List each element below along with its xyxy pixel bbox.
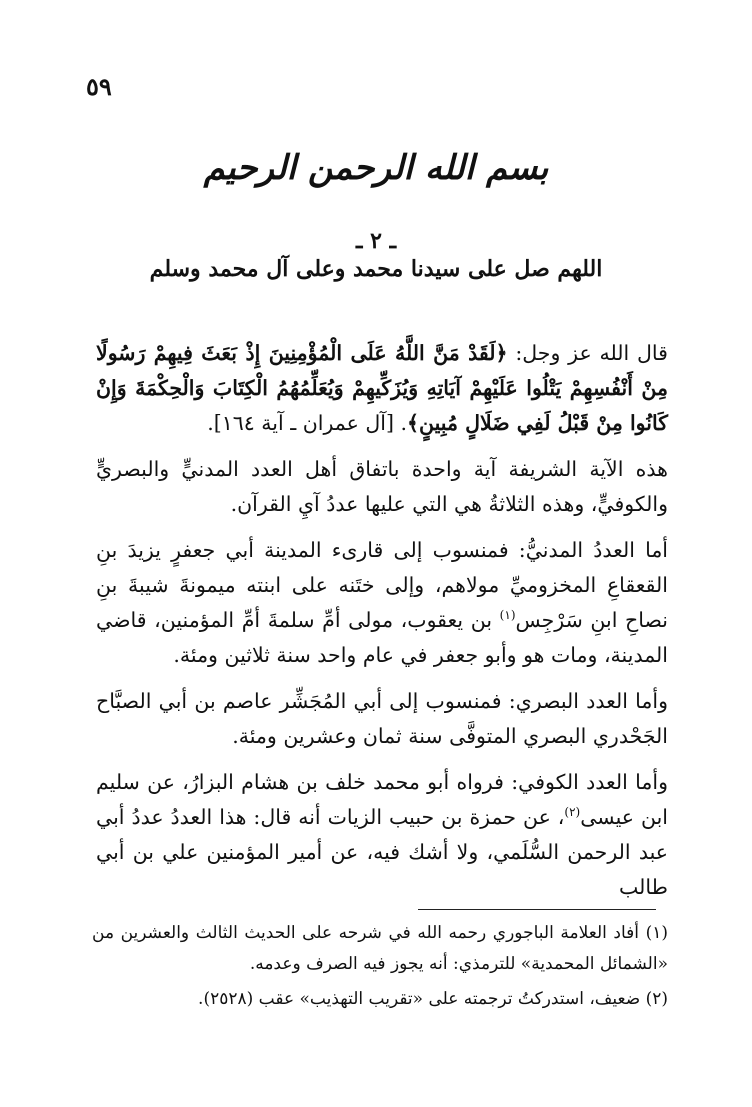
madani-text-start: أما العددُ المدنيُّ: فمنسوب إلى قارىء المدينة أبي جعفرٍ يزيدَ بنِ القعقاعِ المخزوميِّ مولاهم، وإلى ختَنه على ابنته ميمونةَ شيبةَ بنِ نصاحِ ابنِ سَرْجِس (96, 538, 668, 632)
footnote-1: (١) أفاد العلامة الباجوري رحمه الله في شرحه على الحديث الثالث والعشرين من «الشمائل المحمدية» للترمذي: أنه يجوز فيه الصرف وعدمه. (92, 923, 668, 974)
paragraph-kufi (96, 765, 668, 905)
footnote-ref-2[interactable]: (٢) (564, 805, 581, 820)
chapter-number: ـ ٢ ـ (355, 228, 397, 254)
kufi-text-start: وأما العدد الكوفي: فرواه أبو محمد خلف بن هشام البزارُ، عن سليم ابن عيسى (96, 770, 668, 829)
paragraph-agreement: هذه الآية الشريفة آية واحدة باتفاق أهل العدد المدنيٍّ والبصريٍّ والكوفيٍّ، وهذه الثلاثةُ هي التي عليها عددُ آيِ القرآن. (96, 457, 668, 516)
footnote-separator (418, 909, 656, 910)
kufi-text-end: ، عن حمزة بن حبيب الزيات أنه قال: هذا العددُ عددُ أبي عبد الرحمن السُّلَمي، ولا أشك فيه، عن أمير المؤمنين علي بن أبي طالب (96, 805, 668, 899)
verse-intro: قال الله عز وجل: (507, 341, 668, 365)
madani-text-end: بن يعقوب، مولى أمِّ سلمةَ أمِّ المؤمنين، قاضي المدينة، ومات هو وأبو جعفر في عام واحد سنة ثلاثين ومئة. (96, 608, 668, 667)
paragraph-basri: وأما العدد البصري: فمنسوب إلى أبي المُجَشِّر عاصم بن أبي الصبَّاح الجَحْدري البصري المتوفَّى سنة ثمان وعشرين ومئة. (96, 689, 668, 748)
quran-verse: ﴿لَقَدْ مَنَّ اللَّهُ عَلَى الْمُؤْمِنِينَ إِذْ بَعَثَ فِيهِمْ رَسُولًا مِنْ أَنْفُسِهِمْ يَتْلُوا عَلَيْهِمْ آيَاتِهِ وَيُزَكِّيهِمْ وَيُعَلِّمُهُمُ الْكِتَابَ وَالْحِكْمَةَ وَإِنْ كَانُوا مِنْ قَبْلُ لَفِي ضَلَالٍ مُبِينٍ﴾ (96, 341, 668, 435)
verse-reference: . [آل عمران ـ آية ١٦٤]. (207, 411, 407, 435)
paragraph-verse (96, 336, 668, 441)
footnotes (92, 918, 668, 1019)
page-number: ٥٩ (86, 72, 112, 101)
footnote-ref-1[interactable]: (١) (499, 608, 516, 623)
paragraph-madani (96, 533, 668, 673)
basmala-calligraphy: بسم الله الرحمن الرحيم (203, 148, 549, 188)
salawat-heading: اللهم صل على سيدنا محمد وعلى آل محمد وسلم (149, 256, 603, 282)
footnote-2: (٢) ضعيف، استدركتُ ترجمته على «تقريب التهذيب» عقب (٢٥٢٨). (198, 989, 668, 1009)
main-text (96, 336, 668, 916)
